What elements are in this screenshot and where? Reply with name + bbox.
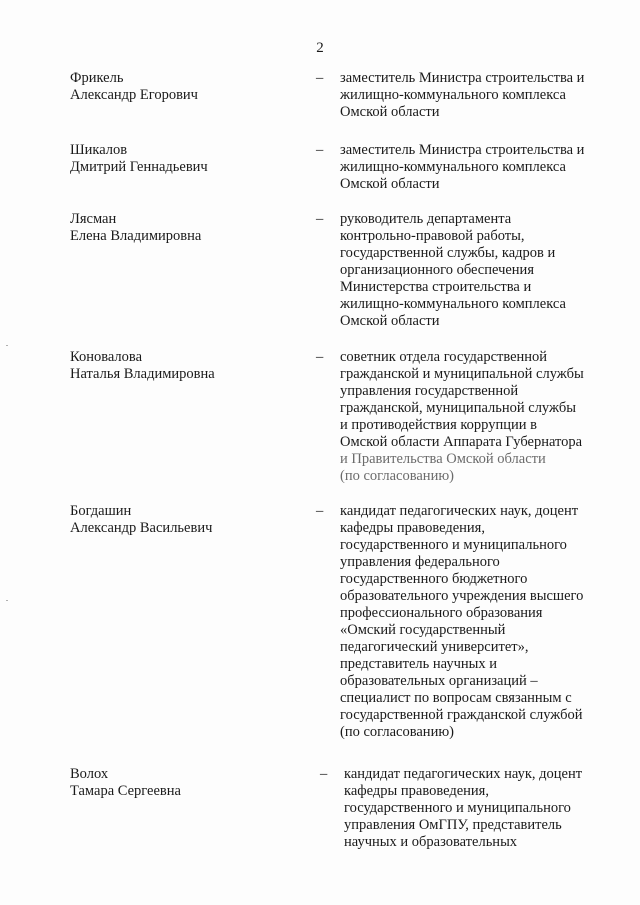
member-position <box>340 211 602 330</box>
separator-dash: – <box>320 766 328 782</box>
member-surname: Волох <box>70 766 109 782</box>
position-line: образовательных организаций – <box>340 673 538 689</box>
position-line: контрольно-правовой работы, <box>340 228 525 244</box>
margin-mark <box>6 600 8 601</box>
position-line: педагогический университет», <box>340 639 529 655</box>
member-surname: Лясман <box>70 211 117 227</box>
separator-dash: – <box>316 142 324 158</box>
member-given-names: Александр Васильевич <box>70 520 213 536</box>
position-line: (по согласованию) <box>340 724 454 740</box>
position-line: организационного обеспечения <box>340 262 534 278</box>
position-line: государственного и муниципального <box>340 537 567 553</box>
position-line: Министерства строительства и <box>340 279 532 295</box>
position-line: научных и образовательных <box>344 834 518 850</box>
separator-dash: – <box>316 70 324 86</box>
separator-dash: – <box>316 211 324 227</box>
position-line: гражданской и муниципальной службы <box>340 366 584 382</box>
member-surname: Богдашин <box>70 503 132 519</box>
member-surname: Коновалова <box>70 349 143 365</box>
member-given-names: Александр Егорович <box>70 87 198 103</box>
member-name <box>70 70 300 104</box>
position-line: (по согласованию) <box>340 468 454 484</box>
position-line: руководитель департамента <box>340 211 512 227</box>
position-line: кандидат педагогических наук, доцент <box>340 503 579 519</box>
member-position <box>340 70 602 121</box>
position-line: управления государственной <box>340 383 519 399</box>
position-line: управления ОмГПУ, представитель <box>344 817 562 833</box>
position-line: кандидат педагогических наук, доцент <box>344 766 583 782</box>
position-line: советник отдела государственной <box>340 349 548 365</box>
position-line: жилищно-коммунального комплекса <box>340 159 566 175</box>
position-line: государственного и муниципального <box>344 800 571 816</box>
margin-mark <box>6 345 8 346</box>
position-line: Омской области <box>340 176 440 192</box>
position-line: кафедры правоведения, <box>340 520 485 536</box>
position-line: «Омский государственный <box>340 622 506 638</box>
separator-dash: – <box>316 349 324 365</box>
position-line: государственной гражданской службой <box>340 707 583 723</box>
position-line: Омской области Аппарата Губернатора <box>340 434 583 450</box>
position-line: государственной службы, кадров и <box>340 245 556 261</box>
separator-dash: – <box>316 503 324 519</box>
position-line: жилищно-коммунального комплекса <box>340 296 566 312</box>
position-line: гражданской, муниципальной службы <box>340 400 576 416</box>
position-line: государственного бюджетного <box>340 571 528 587</box>
member-given-names: Елена Владимировна <box>70 228 202 244</box>
member-name <box>70 142 300 176</box>
position-line: образовательного учреждения высшего <box>340 588 584 604</box>
position-line: кафедры правоведения, <box>344 783 489 799</box>
position-line: заместитель Министра строительства и <box>340 142 585 158</box>
member-name <box>70 349 300 383</box>
position-line: представитель научных и <box>340 656 498 672</box>
position-line: специалист по вопросам связанным с <box>340 690 572 706</box>
member-position <box>340 503 602 741</box>
member-given-names: Тамара Сергеевна <box>70 783 181 799</box>
page-number: 2 <box>316 40 324 56</box>
position-line: и Правительства Омской области <box>340 451 546 467</box>
position-line: управления федерального <box>340 554 500 570</box>
member-position <box>340 142 602 193</box>
position-line: Омской области <box>340 313 440 329</box>
member-surname: Фрикель <box>70 70 124 86</box>
member-name <box>70 766 300 800</box>
member-name <box>70 503 300 537</box>
position-line: и противодействия коррупции в <box>340 417 538 433</box>
member-position <box>340 349 602 485</box>
member-given-names: Дмитрий Геннадьевич <box>70 159 208 175</box>
position-line: жилищно-коммунального комплекса <box>340 87 566 103</box>
member-given-names: Наталья Владимировна <box>70 366 215 382</box>
member-position <box>344 766 606 851</box>
member-surname: Шикалов <box>70 142 128 158</box>
position-line: Омской области <box>340 104 440 120</box>
member-name <box>70 211 300 245</box>
position-line: заместитель Министра строительства и <box>340 70 585 86</box>
position-line: профессионального образования <box>340 605 543 621</box>
